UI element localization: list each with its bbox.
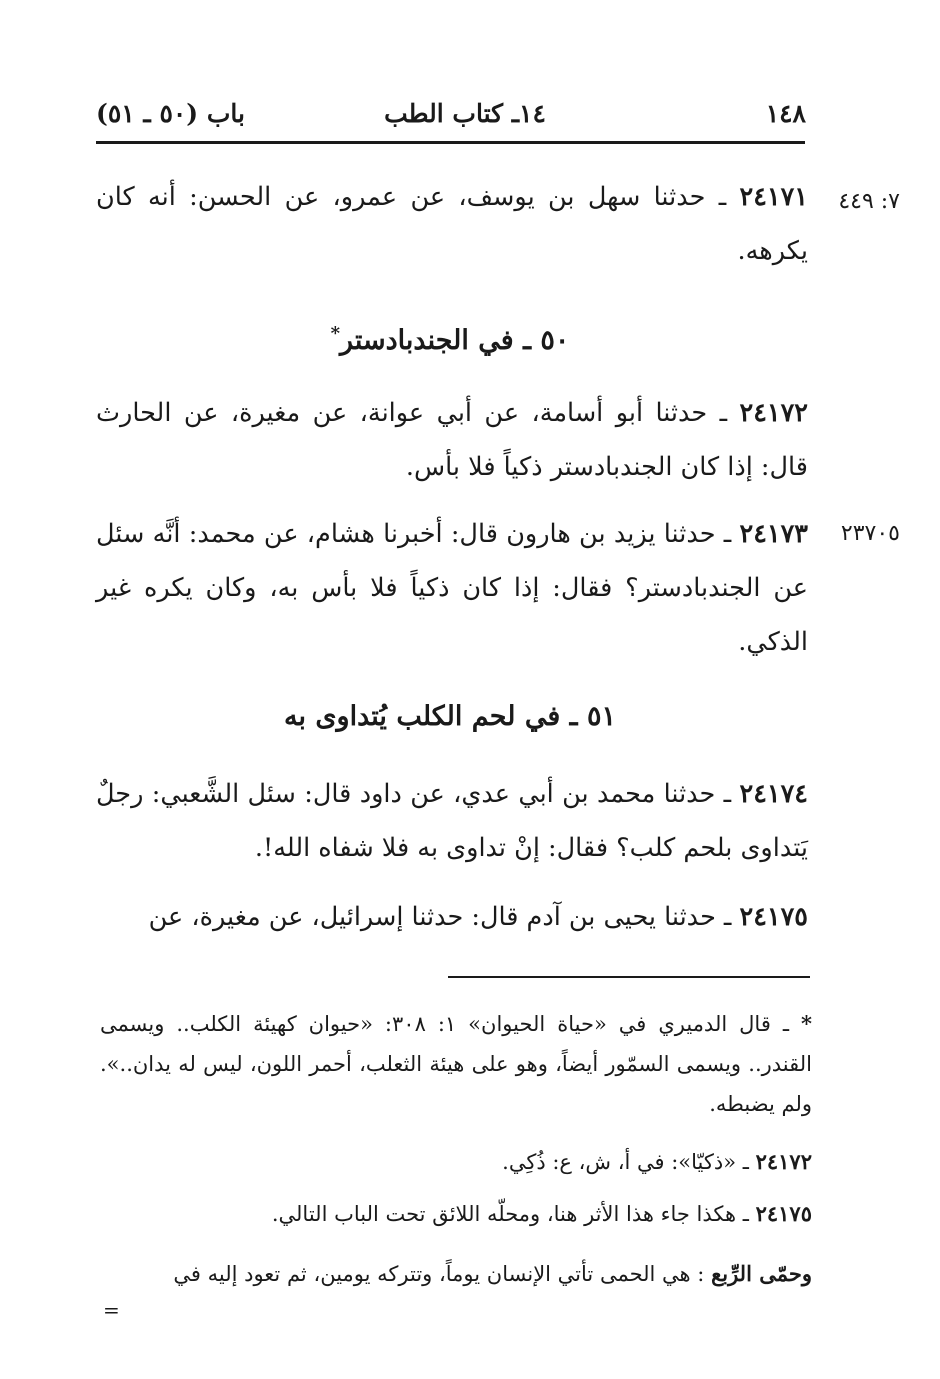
header-rule — [96, 141, 805, 144]
footnote-prefix: وحمّى الرِّبع — [711, 1261, 812, 1286]
hadith-paragraph — [96, 767, 808, 875]
running-title: ١٤ـ كتاب الطب — [384, 99, 546, 128]
footnote-marker: * — [330, 323, 340, 344]
hadith-number: ٢٤١٧١ — [739, 182, 808, 212]
hadith-number: ٢٤١٧٤ — [739, 779, 808, 809]
hadith-paragraph — [96, 170, 808, 278]
continuation-mark: = — [103, 1298, 120, 1322]
chapter-heading — [200, 314, 700, 361]
hadith-paragraph — [96, 507, 808, 669]
hadith-text: ـ حدثنا أبو أسامة، عن أبي عوانة، عن مغيرة، عن الحارث قال: إذا كان الجندبادستر ذكياً فلا بأس. — [96, 398, 808, 482]
footnote-prefix: ٢٤١٧٥ — [755, 1201, 812, 1226]
hadith-text: ـ حدثنا سهل بن يوسف، عن عمرو، عن الحسن: أنه كان يكرهه. — [96, 182, 808, 266]
margin-reference: ٧: ٤٤٩ — [838, 189, 900, 214]
hadith-number: ٢٤١٧٢ — [739, 398, 808, 428]
footnote-text: ـ قال الدميري في «حياة الحيوان» ١: ٣٠٨: «حيوان كهيئة الكلب.. ويسمى القندر.. ويسمى السمّور أيضاً، وهو على هيئة الثعلب، أحمر اللون، ليس له يدان..». ولم يضبطه. — [100, 1012, 812, 1116]
footnote-text: ـ هكذا جاء هذا الأثر هنا، ومحلّه اللائق تحت الباب التالي. — [271, 1202, 749, 1226]
chapter-title: ٥٠ ـ في الجندبادستر — [339, 325, 570, 356]
footnote — [100, 1254, 812, 1294]
footnote — [100, 1142, 812, 1182]
page-number: ١٤٨ — [765, 99, 806, 128]
chapter-heading — [200, 697, 700, 737]
footnote-text: ـ «ذكيّا»: في أ، ش، ع: ذُكِي. — [502, 1150, 749, 1174]
footnote-prefix: ٢٤١٧٢ — [755, 1149, 812, 1174]
hadith-number: ٢٤١٧٣ — [739, 519, 808, 549]
margin-reference: ٢٣٧٠٥ — [840, 521, 900, 546]
hadith-number: ٢٤١٧٥ — [739, 902, 808, 932]
hadith-paragraph — [96, 890, 808, 944]
footnote — [100, 1194, 812, 1234]
hadith-text: ـ حدثنا يحيى بن آدم قال: حدثنا إسرائيل، عن مغيرة، عن — [148, 902, 732, 932]
footnote-rule — [448, 976, 810, 978]
hadith-paragraph — [96, 386, 808, 494]
chapter-title: ٥١ ـ في لحم الكلب يُتداوى به — [284, 701, 616, 732]
footnote-prefix: * — [801, 1011, 812, 1036]
hadith-text: ـ حدثنا يزيد بن هارون قال: أخبرنا هشام، عن محمد: أنَّه سئل عن الجندبادستر؟ فقال: إذا كان ذكياً فلا بأس به، وكان يكره غير الذكي. — [96, 519, 808, 657]
hadith-text: ـ حدثنا محمد بن أبي عدي، عن داود قال: سئل الشَّعبي: رجلٌ يَتداوى بلحم كلب؟ فقال: إنْ تداوى به فلا شفاه الله!. — [96, 779, 808, 863]
section-range: باب (٥٠ ـ ٥١) — [96, 99, 245, 128]
footnote — [100, 1004, 812, 1124]
footnote-text: : هي الحمى تأتي الإنسان يوماً، وتتركه يومين، ثم تعود إليه في — [173, 1262, 705, 1286]
